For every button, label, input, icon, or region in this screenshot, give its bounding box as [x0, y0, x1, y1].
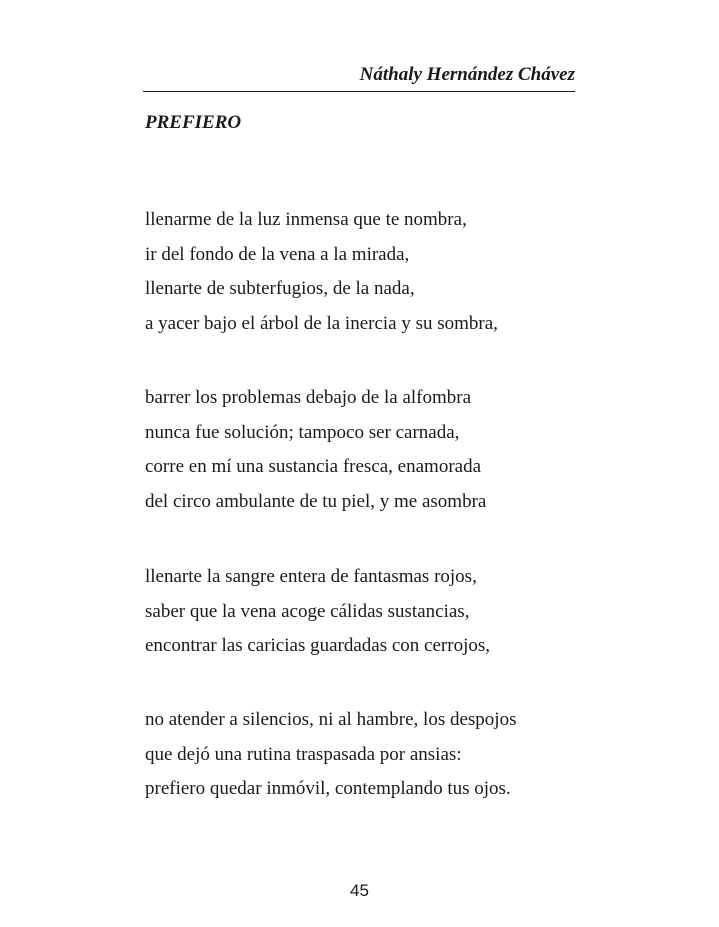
poem-line: ir del fondo de la vena a la mirada,	[145, 243, 410, 265]
poem-line: llenarte la sangre entera de fantasmas rojos,	[145, 566, 477, 587]
poem-line: a yacer bajo el árbol de la inercia y su sombra,	[145, 312, 498, 334]
running-header-author: Náthaly Hernández Chávez	[359, 64, 575, 85]
poem-line: no atender a silencios, ni al hambre, los despojos	[145, 709, 517, 730]
poem-line: llenarme de la luz inmensa que te nombra,	[145, 209, 467, 230]
poem-line: nunca fue solución; tampoco ser carnada,	[145, 421, 460, 443]
poem-line: llenarte de subterfugios, de la nada,	[145, 278, 415, 299]
poem-line: que dejó una rutina traspasada por ansias:	[145, 743, 462, 765]
header-divider	[143, 91, 575, 92]
poem-line: saber que la vena acoge cálidas sustancias,	[145, 600, 470, 622]
poem-line: barrer los problemas debajo de la alfombra	[145, 387, 472, 408]
stanza-4	[145, 703, 516, 807]
stanza-3	[145, 560, 490, 664]
poem-line: del circo ambulante de tu piel, y me asombra	[145, 490, 487, 512]
poem-title: PREFIERO	[145, 112, 242, 133]
poem-line: encontrar las caricias guardadas con cerrojos,	[145, 635, 490, 656]
poem-line: corre en mí una sustancia fresca, enamorada	[145, 456, 482, 477]
poem-line: prefiero quedar inmóvil, contemplando tus ojos.	[145, 778, 511, 799]
page-number: 45	[350, 881, 369, 900]
stanza-1	[145, 203, 498, 341]
stanza-2	[145, 381, 486, 519]
